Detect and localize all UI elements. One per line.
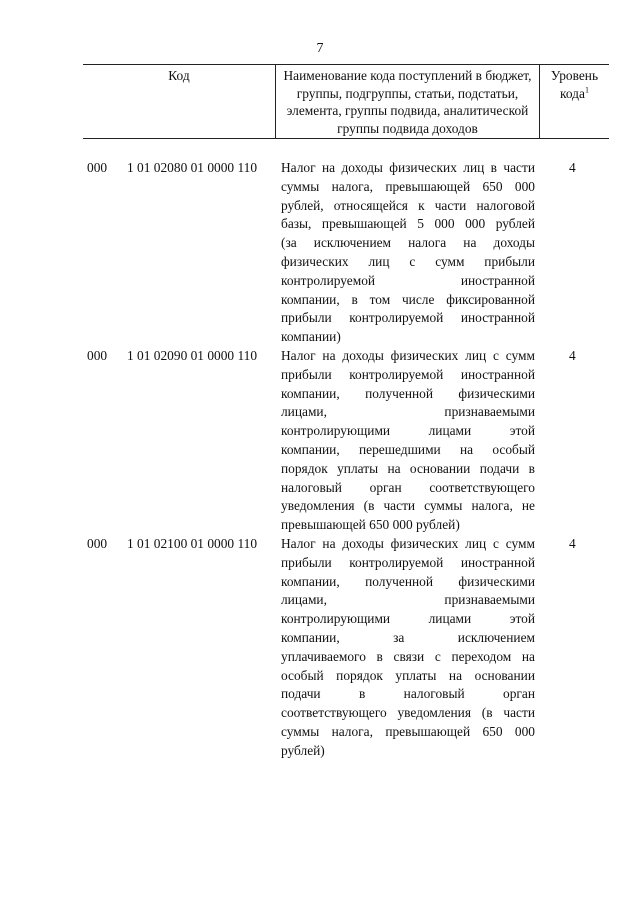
description-line: прибыли контролируемой иностранной (281, 366, 535, 382)
description-line: прибыли контролируемой иностранной (281, 310, 535, 326)
row-description (281, 347, 535, 535)
row-income-code: 1 01 02080 01 0000 110 (127, 160, 258, 175)
description-line: налоговый орган соответствующего (281, 479, 535, 495)
description-line: лицами, признаваемыми (281, 592, 535, 608)
description-line: суммы налога, превышающей 650 000 (281, 723, 535, 739)
description-line: рублей) (281, 742, 325, 758)
description-line: подачи в налоговый орган (281, 686, 535, 702)
row-level: 4 (569, 160, 576, 175)
description-line: уведомления (в части суммы налога, не (281, 498, 535, 514)
description-line: уплачиваемого в связи с переходом на (281, 648, 535, 664)
row-level: 4 (569, 536, 576, 551)
description-line: Налог на доходы физических лиц с сумм (281, 348, 535, 363)
description-line: суммы налога, превышающей 650 000 (281, 178, 535, 194)
description-line: соответствующего уведомления (в части (281, 705, 535, 721)
description-line: лицами, признаваемыми (281, 404, 535, 420)
row-description (281, 159, 535, 347)
description-line: компании, полученной физическими (281, 573, 535, 589)
row-income-code: 1 01 02100 01 0000 110 (127, 536, 258, 551)
row-admin-code: 000 (87, 536, 108, 551)
row-admin-code: 000 (87, 160, 108, 175)
header-code: Код (83, 65, 276, 138)
description-line: компании, в том числе фиксированной (281, 291, 535, 307)
header-level (540, 65, 609, 138)
table-header (83, 64, 609, 139)
row-description (281, 535, 535, 761)
description-line: компании) (281, 329, 341, 345)
description-line: порядок уплаты на основании подачи в (281, 460, 535, 476)
description-line: контролирующими лицами этой (281, 611, 535, 627)
description-line: контролируемой иностранной (281, 272, 535, 288)
description-line: базы, превышающей 5 000 000 рублей (281, 216, 535, 232)
description-line: превышающей 650 000 рублей) (281, 517, 460, 533)
description-line: Налог на доходы физических лиц в части (281, 160, 535, 175)
header-level-label: Уровень кода (550, 68, 599, 101)
description-line: компании, перешедшими на особый (281, 441, 535, 457)
description-line: компании, за исключением (281, 629, 535, 645)
row-income-code: 1 01 02090 01 0000 110 (127, 348, 258, 363)
header-name: Наименование кода поступлений в бюджет, группы, подгруппы, статьи, подстатьи, элемента, группы подвида, аналитической группы подвида доходов (276, 65, 540, 138)
row-level: 4 (569, 348, 576, 363)
header-level-footnote: 1 (584, 85, 589, 95)
description-line: (за исключением налога на доходы (281, 235, 535, 251)
description-line: особый порядок уплаты на основании (281, 667, 535, 683)
page-number: 7 (316, 41, 324, 56)
row-admin-code: 000 (87, 348, 108, 363)
description-line: Налог на доходы физических лиц с сумм (281, 536, 535, 551)
description-line: компании, полученной физическими (281, 385, 535, 401)
description-line: физических лиц с сумм прибыли (281, 253, 535, 269)
description-line: прибыли контролируемой иностранной (281, 554, 535, 570)
description-line: контролирующими лицами этой (281, 423, 535, 439)
description-line: рублей, относящейся к части налоговой (281, 197, 535, 213)
